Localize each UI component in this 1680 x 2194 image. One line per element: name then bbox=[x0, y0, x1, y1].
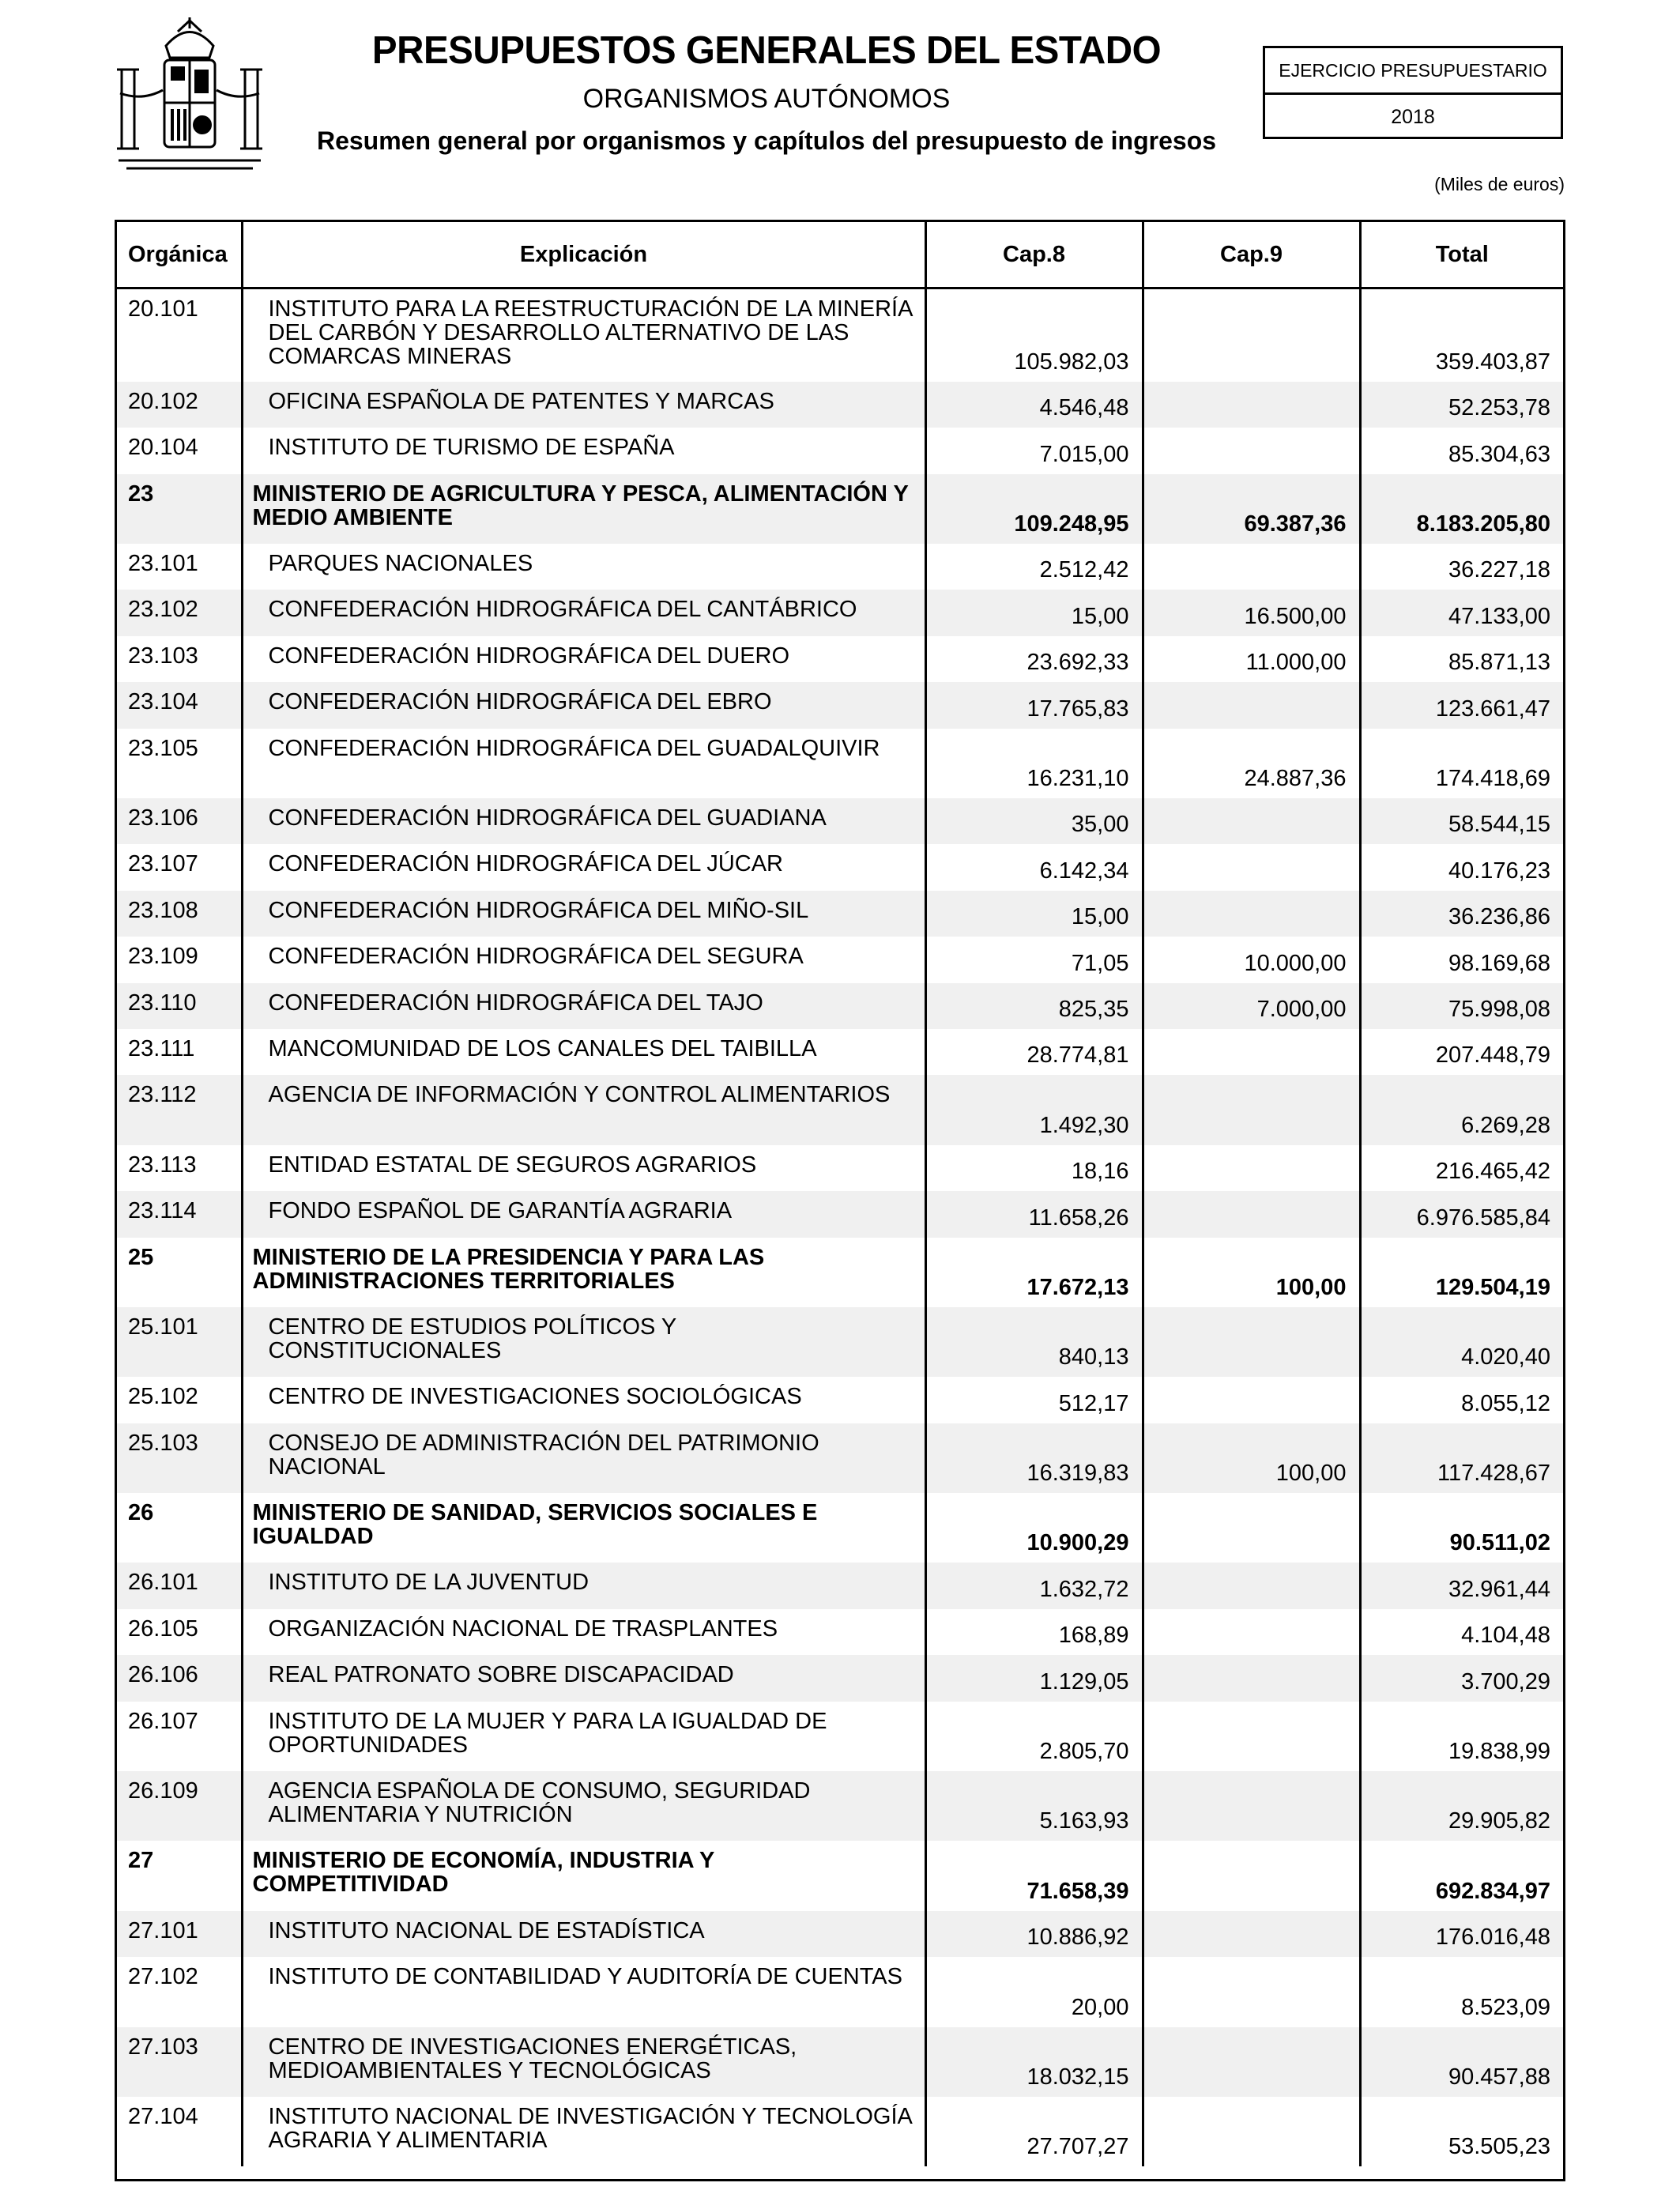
explicacion-cell: CONFEDERACIÓN HIDROGRÁFICA DEL DUERO bbox=[242, 636, 925, 682]
organica-cell: 25.101 bbox=[117, 1307, 242, 1377]
table-row bbox=[117, 983, 1563, 1029]
cap9-cell bbox=[1143, 428, 1360, 473]
explicacion-cell: MINISTERIO DE SANIDAD, SERVICIOS SOCIALES E IGUALDAD bbox=[242, 1493, 925, 1563]
cap8-cell: 2.512,42 bbox=[925, 544, 1143, 590]
page-description: Resumen general por organismos y capítulos del presupuesto de ingresos bbox=[316, 126, 1217, 155]
cap9-cell: 10.000,00 bbox=[1143, 937, 1360, 982]
column-header-organica: Orgánica bbox=[117, 222, 242, 288]
cap8-cell: 35,00 bbox=[925, 798, 1143, 844]
table-row bbox=[117, 288, 1563, 382]
cap8-cell: 1.632,72 bbox=[925, 1563, 1143, 1608]
explicacion-cell: CENTRO DE INVESTIGACIONES ENERGÉTICAS, MEDIOAMBIENTALES Y TECNOLÓGICAS bbox=[242, 2027, 925, 2097]
organica-cell: 23.102 bbox=[117, 590, 242, 635]
explicacion-cell: CONSEJO DE ADMINISTRACIÓN DEL PATRIMONIO NACIONAL bbox=[242, 1423, 925, 1493]
cap9-cell bbox=[1143, 1609, 1360, 1655]
cap9-cell bbox=[1143, 2027, 1360, 2097]
explicacion-cell: INSTITUTO PARA LA REESTRUCTURACIÓN DE LA MINERÍA DEL CARBÓN Y DESARROLLO ALTERNATIVO DE LAS COMARCAS MINERAS bbox=[242, 288, 925, 382]
cap9-cell bbox=[1143, 1655, 1360, 1701]
cap8-cell: 27.707,27 bbox=[925, 2097, 1143, 2166]
table-row bbox=[117, 1563, 1563, 1608]
page-title: PRESUPUESTOS GENERALES DEL ESTADO bbox=[371, 29, 1162, 72]
total-cell: 6.976.585,84 bbox=[1360, 1191, 1563, 1237]
cap9-cell bbox=[1143, 1191, 1360, 1237]
exercise-box bbox=[1263, 46, 1563, 139]
cap8-cell: 71,05 bbox=[925, 937, 1143, 982]
total-cell: 90.457,88 bbox=[1360, 2027, 1563, 2097]
organica-cell: 23 bbox=[117, 474, 242, 544]
budget-table bbox=[117, 222, 1563, 2166]
cap9-cell bbox=[1143, 288, 1360, 382]
cap9-cell: 11.000,00 bbox=[1143, 636, 1360, 682]
organica-cell: 26.109 bbox=[117, 1771, 242, 1841]
explicacion-cell: ENTIDAD ESTATAL DE SEGUROS AGRARIOS bbox=[242, 1145, 925, 1191]
table-row bbox=[117, 636, 1563, 682]
organica-cell: 25 bbox=[117, 1238, 242, 1307]
cap9-cell: 16.500,00 bbox=[1143, 590, 1360, 635]
cap8-cell: 2.805,70 bbox=[925, 1702, 1143, 1771]
cap8-cell: 840,13 bbox=[925, 1307, 1143, 1377]
table-row bbox=[117, 844, 1563, 890]
table-row bbox=[117, 1609, 1563, 1655]
explicacion-cell: CENTRO DE ESTUDIOS POLÍTICOS Y CONSTITUCIONALES bbox=[242, 1307, 925, 1377]
table-row bbox=[117, 382, 1563, 428]
cap9-cell bbox=[1143, 1702, 1360, 1771]
table-row bbox=[117, 2027, 1563, 2097]
table-header-row bbox=[117, 222, 1563, 288]
table-row bbox=[117, 1307, 1563, 1377]
total-cell: 117.428,67 bbox=[1360, 1423, 1563, 1493]
column-header-total: Total bbox=[1360, 222, 1563, 288]
explicacion-cell: CONFEDERACIÓN HIDROGRÁFICA DEL GUADALQUIVIR bbox=[242, 729, 925, 798]
explicacion-cell: CENTRO DE INVESTIGACIONES SOCIOLÓGICAS bbox=[242, 1377, 925, 1423]
total-cell: 129.504,19 bbox=[1435, 1274, 1550, 1300]
explicacion-cell: FONDO ESPAÑOL DE GARANTÍA AGRARIA bbox=[242, 1191, 925, 1237]
organica-cell: 27.103 bbox=[117, 2027, 242, 2097]
cap9-cell bbox=[1143, 1911, 1360, 1957]
cap8-cell: 15,00 bbox=[925, 590, 1143, 635]
ministry-row bbox=[117, 474, 1563, 544]
cap8-cell: 16.231,10 bbox=[925, 729, 1143, 798]
cap8-cell: 6.142,34 bbox=[925, 844, 1143, 890]
cap8-cell: 71.658,39 bbox=[925, 1841, 1143, 1910]
organica-cell: 23.105 bbox=[117, 729, 242, 798]
cap8-cell: 105.982,03 bbox=[925, 288, 1143, 382]
explicacion-cell: REAL PATRONATO SOBRE DISCAPACIDAD bbox=[242, 1655, 925, 1701]
cap8-cell: 16.319,83 bbox=[925, 1423, 1143, 1493]
organica-cell: 23.114 bbox=[117, 1191, 242, 1237]
cap8-cell: 5.163,93 bbox=[925, 1771, 1143, 1841]
cap8-cell: 18,16 bbox=[925, 1145, 1143, 1191]
total-cell: 123.661,47 bbox=[1360, 682, 1563, 728]
explicacion-cell: INSTITUTO DE CONTABILIDAD Y AUDITORÍA DE CUENTAS bbox=[242, 1957, 925, 2026]
table-row bbox=[117, 1957, 1563, 2026]
spain-coat-of-arms-icon bbox=[111, 14, 269, 176]
explicacion-cell: CONFEDERACIÓN HIDROGRÁFICA DEL CANTÁBRICO bbox=[242, 590, 925, 635]
table-row bbox=[117, 798, 1563, 844]
organica-cell: 23.108 bbox=[117, 891, 242, 937]
total-cell: 207.448,79 bbox=[1435, 1042, 1550, 1069]
organica-cell: 26.101 bbox=[117, 1563, 242, 1608]
cap9-cell: 69.387,36 bbox=[1143, 474, 1360, 544]
organica-cell: 26.106 bbox=[117, 1655, 242, 1701]
table-row bbox=[117, 1771, 1563, 1841]
total-cell: 90.511,02 bbox=[1449, 1530, 1550, 1556]
organica-cell: 27.104 bbox=[117, 2097, 242, 2166]
cap8-cell: 109.248,95 bbox=[925, 474, 1143, 544]
cap9-cell bbox=[1143, 382, 1360, 428]
cap9-cell bbox=[1143, 1377, 1360, 1423]
organica-cell: 27.101 bbox=[117, 1911, 242, 1957]
total-cell: 174.418,69 bbox=[1435, 766, 1550, 792]
organica-cell: 23.107 bbox=[117, 844, 242, 890]
total-cell: 85.304,63 bbox=[1448, 441, 1550, 467]
total-cell: 52.253,78 bbox=[1360, 382, 1563, 428]
explicacion-cell: PARQUES NACIONALES bbox=[242, 544, 925, 590]
total-cell: 6.269,28 bbox=[1360, 1075, 1563, 1144]
organica-cell: 25.102 bbox=[117, 1377, 242, 1423]
total-cell: 58.544,15 bbox=[1360, 798, 1563, 844]
table-row bbox=[117, 544, 1563, 590]
explicacion-cell: ORGANIZACIÓN NACIONAL DE TRASPLANTES bbox=[242, 1609, 925, 1655]
total-cell: 8.055,12 bbox=[1461, 1390, 1550, 1416]
cap8-cell: 1.129,05 bbox=[925, 1655, 1143, 1701]
explicacion-cell: INSTITUTO NACIONAL DE INVESTIGACIÓN Y TECNOLOGÍA AGRARIA Y ALIMENTARIA bbox=[242, 2097, 925, 2166]
cap8-cell: 17.765,83 bbox=[925, 682, 1143, 728]
cap8-cell: 1.492,30 bbox=[925, 1075, 1143, 1144]
explicacion-cell: CONFEDERACIÓN HIDROGRÁFICA DEL JÚCAR bbox=[242, 844, 925, 890]
table-row bbox=[117, 1655, 1563, 1701]
cap8-cell: 10.886,92 bbox=[925, 1911, 1143, 1957]
explicacion-cell: INSTITUTO NACIONAL DE ESTADÍSTICA bbox=[242, 1911, 925, 1957]
total-cell: 53.505,23 bbox=[1448, 2134, 1550, 2160]
total-cell: 8.183.205,80 bbox=[1360, 474, 1563, 544]
table-row bbox=[117, 1423, 1563, 1493]
explicacion-cell: INSTITUTO DE LA JUVENTUD bbox=[242, 1563, 925, 1608]
cap9-cell bbox=[1143, 2097, 1360, 2166]
cap9-cell bbox=[1143, 1493, 1360, 1563]
organica-cell: 26 bbox=[117, 1493, 242, 1563]
ministry-row bbox=[117, 1841, 1563, 1910]
cap8-cell: 168,89 bbox=[925, 1609, 1143, 1655]
table-row bbox=[117, 891, 1563, 937]
explicacion-cell: CONFEDERACIÓN HIDROGRÁFICA DEL TAJO bbox=[242, 983, 925, 1029]
organica-cell: 23.113 bbox=[117, 1145, 242, 1191]
cap9-cell bbox=[1143, 1075, 1360, 1144]
table-row bbox=[117, 1377, 1563, 1423]
cap8-cell: 11.658,26 bbox=[925, 1191, 1143, 1237]
explicacion-cell: CONFEDERACIÓN HIDROGRÁFICA DEL MIÑO-SIL bbox=[242, 891, 925, 937]
cap9-cell bbox=[1143, 1563, 1360, 1608]
ministry-row bbox=[117, 1493, 1563, 1563]
cap8-cell: 825,35 bbox=[925, 983, 1143, 1029]
organica-cell: 26.107 bbox=[117, 1702, 242, 1771]
total-cell: 359.403,87 bbox=[1435, 349, 1550, 375]
cap9-cell bbox=[1143, 1957, 1360, 2026]
table-row bbox=[117, 937, 1563, 982]
organica-cell: 20.104 bbox=[117, 428, 242, 473]
organica-cell: 23.112 bbox=[117, 1075, 242, 1144]
total-cell: 8.523,09 bbox=[1461, 1994, 1550, 2020]
cap8-cell: 7.015,00 bbox=[925, 428, 1143, 473]
table-row bbox=[117, 1702, 1563, 1771]
total-cell: 216.465,42 bbox=[1435, 1159, 1550, 1185]
table-row bbox=[117, 1029, 1563, 1075]
cap9-cell bbox=[1143, 1307, 1360, 1377]
total-cell: 3.700,29 bbox=[1360, 1655, 1563, 1701]
table-row bbox=[117, 2097, 1563, 2166]
total-cell: 29.905,82 bbox=[1360, 1771, 1563, 1841]
organica-cell: 23.109 bbox=[117, 937, 242, 982]
column-header-explicacion: Explicación bbox=[242, 222, 925, 288]
ministry-row bbox=[117, 1238, 1563, 1307]
cap9-cell bbox=[1143, 798, 1360, 844]
total-cell: 40.176,23 bbox=[1448, 858, 1550, 884]
cap8-cell: 20,00 bbox=[925, 1957, 1143, 2026]
cap8-cell: 512,17 bbox=[925, 1377, 1143, 1423]
cap8-cell: 10.900,29 bbox=[925, 1493, 1143, 1563]
organica-cell: 26.105 bbox=[117, 1609, 242, 1655]
organica-cell: 23.101 bbox=[117, 544, 242, 590]
cap9-cell bbox=[1143, 844, 1360, 890]
cap8-cell: 4.546,48 bbox=[925, 382, 1143, 428]
explicacion-cell: AGENCIA ESPAÑOLA DE CONSUMO, SEGURIDAD ALIMENTARIA Y NUTRICIÓN bbox=[242, 1771, 925, 1841]
table-row bbox=[117, 1911, 1563, 1957]
organica-cell: 27 bbox=[117, 1841, 242, 1910]
explicacion-cell: AGENCIA DE INFORMACIÓN Y CONTROL ALIMENTARIOS bbox=[242, 1075, 925, 1144]
cap9-cell bbox=[1143, 891, 1360, 937]
organica-cell: 23.111 bbox=[117, 1029, 242, 1075]
cap8-cell: 18.032,15 bbox=[925, 2027, 1143, 2097]
total-cell: 36.227,18 bbox=[1448, 557, 1550, 583]
table-row bbox=[117, 428, 1563, 473]
exercise-year: 2018 bbox=[1391, 105, 1435, 128]
explicacion-cell: CONFEDERACIÓN HIDROGRÁFICA DEL SEGURA bbox=[242, 937, 925, 982]
cap9-cell bbox=[1143, 682, 1360, 728]
cap9-cell bbox=[1143, 1029, 1360, 1075]
cap9-cell bbox=[1143, 1771, 1360, 1841]
organica-cell: 20.101 bbox=[117, 288, 242, 382]
explicacion-cell: MINISTERIO DE ECONOMÍA, INDUSTRIA Y COMPETITIVIDAD bbox=[242, 1841, 925, 1910]
explicacion-cell: MANCOMUNIDAD DE LOS CANALES DEL TAIBILLA bbox=[242, 1029, 925, 1075]
table-row bbox=[117, 1075, 1563, 1144]
explicacion-cell: CONFEDERACIÓN HIDROGRÁFICA DEL GUADIANA bbox=[242, 798, 925, 844]
total-cell: 176.016,48 bbox=[1360, 1911, 1563, 1957]
organica-cell: 23.103 bbox=[117, 636, 242, 682]
table-row bbox=[117, 1191, 1563, 1237]
page-subtitle: ORGANISMOS AUTÓNOMOS bbox=[582, 84, 951, 114]
explicacion-cell: MINISTERIO DE AGRICULTURA Y PESCA, ALIMENTACIÓN Y MEDIO AMBIENTE bbox=[242, 474, 925, 544]
column-header-cap9: Cap.9 bbox=[1143, 222, 1360, 288]
organica-cell: 27.102 bbox=[117, 1957, 242, 2026]
total-cell: 47.133,00 bbox=[1360, 590, 1563, 635]
total-cell: 85.871,13 bbox=[1448, 650, 1550, 676]
table-row bbox=[117, 729, 1563, 798]
total-cell: 36.236,86 bbox=[1360, 891, 1563, 937]
cap9-cell bbox=[1143, 544, 1360, 590]
organica-cell: 23.110 bbox=[117, 983, 242, 1029]
cap9-cell: 7.000,00 bbox=[1143, 983, 1360, 1029]
organica-cell: 20.102 bbox=[117, 382, 242, 428]
cap8-cell: 23.692,33 bbox=[925, 636, 1143, 682]
explicacion-cell: CONFEDERACIÓN HIDROGRÁFICA DEL EBRO bbox=[242, 682, 925, 728]
table-row bbox=[117, 682, 1563, 728]
total-cell: 32.961,44 bbox=[1360, 1563, 1563, 1608]
cap9-cell: 100,00 bbox=[1143, 1423, 1360, 1493]
cap9-cell: 100,00 bbox=[1143, 1238, 1360, 1307]
cap9-cell: 24.887,36 bbox=[1143, 729, 1360, 798]
cap9-cell bbox=[1143, 1841, 1360, 1910]
budget-table-frame bbox=[115, 220, 1565, 2181]
organica-cell: 23.106 bbox=[117, 798, 242, 844]
total-cell: 19.838,99 bbox=[1448, 1739, 1550, 1765]
table-body bbox=[117, 288, 1563, 2167]
explicacion-cell: INSTITUTO DE LA MUJER Y PARA LA IGUALDAD DE OPORTUNIDADES bbox=[242, 1702, 925, 1771]
explicacion-cell: OFICINA ESPAÑOLA DE PATENTES Y MARCAS bbox=[242, 382, 925, 428]
total-cell: 98.169,68 bbox=[1448, 950, 1550, 976]
table-row bbox=[117, 590, 1563, 635]
units-note: (Miles de euros) bbox=[1434, 174, 1565, 194]
organica-cell: 23.104 bbox=[117, 682, 242, 728]
explicacion-cell: INSTITUTO DE TURISMO DE ESPAÑA bbox=[242, 428, 925, 473]
table-row bbox=[117, 1145, 1563, 1191]
exercise-label: EJERCICIO PRESUPUESTARIO bbox=[1265, 48, 1561, 95]
cap9-cell bbox=[1143, 1145, 1360, 1191]
total-cell: 75.998,08 bbox=[1360, 983, 1563, 1029]
column-header-cap8: Cap.8 bbox=[925, 222, 1143, 288]
explicacion-cell: MINISTERIO DE LA PRESIDENCIA Y PARA LAS ADMINISTRACIONES TERRITORIALES bbox=[242, 1238, 925, 1307]
total-cell: 692.834,97 bbox=[1435, 1878, 1550, 1904]
cap8-cell: 28.774,81 bbox=[925, 1029, 1143, 1075]
cap8-cell: 15,00 bbox=[925, 891, 1143, 937]
total-cell: 4.020,40 bbox=[1360, 1307, 1563, 1377]
total-cell: 4.104,48 bbox=[1461, 1623, 1550, 1649]
organica-cell: 25.103 bbox=[117, 1423, 242, 1493]
cap8-cell: 17.672,13 bbox=[925, 1238, 1143, 1307]
